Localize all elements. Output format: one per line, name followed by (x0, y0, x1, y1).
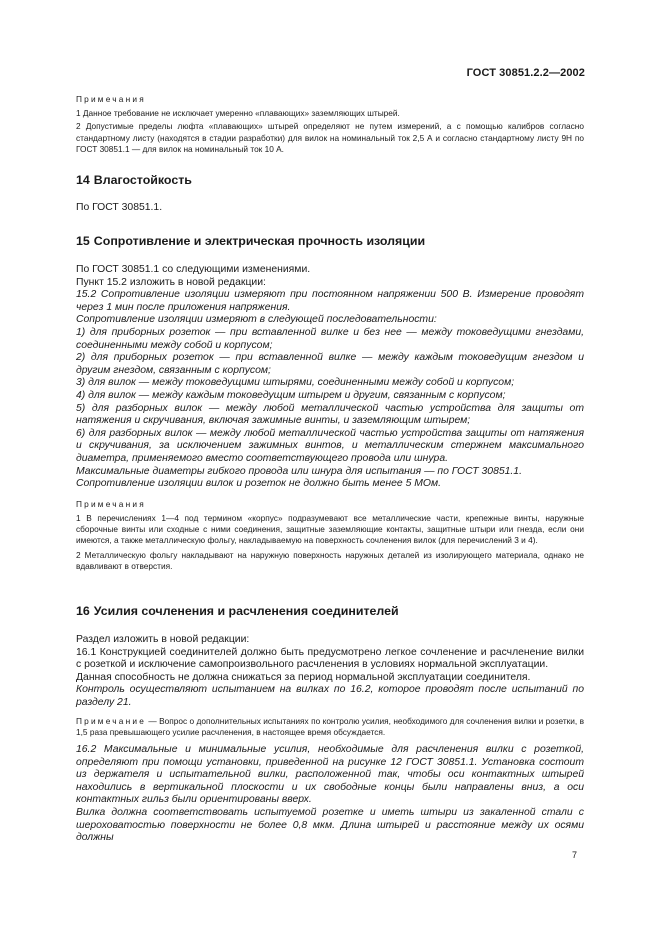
section-title: Сопротивление и электрическая прочность изоляции (93, 234, 426, 248)
note-item: 2 Допустимые пределы люфта «плавающих» штырей определяют не путем измерений, а с помощью калибров согласно стандартному листу (находятся в стадии разработки) для вилок на номинальный ток 2,5 А и согласно стандартному листу 9Н по ГОСТ 30851.1 — для вилок на номинальный ток 10 А. (76, 121, 584, 154)
section-number: 14 (76, 173, 90, 187)
clause-16-2: 16.2 Максимальные и минимальные усилия, необходимые для расчленения вилки с розеткой, определяют при помощи установки, приведенной на рисунке 12 ГОСТ 30851.1. Установка состоит из держателя и испытательной вилки, расположенной так, чтобы оси контактных штырей находились в вертикальной плоскости и их свободные концы были направлены вниз, а оси контактных гильз были ориентированы вверх. (76, 743, 584, 806)
paragraph: Данная способность не должна снижаться за период нормальной эксплуатации соединителя. (76, 671, 531, 683)
section-heading (76, 173, 584, 187)
list-item: 4) для вилок — между каждым токоведущим штырем и другим, связанным с корпусом; (76, 389, 506, 401)
section-number: 15 (76, 234, 90, 248)
section-16 (76, 604, 584, 845)
notes-top (76, 94, 584, 155)
section-15 (76, 234, 584, 572)
paragraph: Контроль осуществляют испытанием на вилках по 16.2, которое проводят после испытаний по разделу 21. (76, 684, 584, 708)
paragraph: Раздел изложить в новой редакции: (76, 634, 250, 645)
paragraph: Сопротивление изоляции измеряют в следующей последовательности: (76, 314, 437, 326)
paragraph: Сопротивление изоляции вилок и розеток не должно быть менее 5 МОм. (76, 478, 441, 490)
list-item: 1) для приборных розеток — при вставленной вилке и без нее — между токоведущими гнездами, соединенными между собой и корпусом; (76, 326, 584, 351)
section-title: Усилия сочленения и расчленения соединителей (93, 604, 399, 618)
notes-title: Примечания (76, 498, 146, 509)
note-text: — Вопрос о дополнительных испытаниях по контролю усилия, необходимого для сочленения вилки и розетки, в 1,5 раза превышающего усилие расчленения, в настоящее время обсуждается. (76, 715, 584, 737)
paragraph: По ГОСТ 30851.1. (76, 202, 163, 213)
section-heading (76, 604, 584, 618)
note-item: 2 Металлическую фольгу накладывают на наружную поверхность наружных деталей из изолирующего материала, однако не вдавливают в отверстия. (76, 549, 584, 571)
document-code: ГОСТ 30851.2.2—2002 (466, 67, 585, 79)
list-item: 3) для вилок — между токоведущими штырями, соединенными между собой и корпусом; (76, 377, 515, 389)
paragraph: По ГОСТ 30851.1 со следующими изменениями. (76, 264, 311, 275)
note-item: 1 В перечислениях 1—4 под термином «корпус» подразумевают все металлические части, крепежные винты, наружные сборочные винты или сходные с ними соединения, защитные заземляющие контакты, защитные штыри или гнезда, если они имеются, а также металлическую фольгу, накладываемую на поверхность сочленения вилок (для перечислений 3 и 4). (76, 512, 584, 546)
section-title: Влагостойкость (93, 173, 192, 187)
list-item: 5) для разборных вилок — между любой металлической частью устройства для защиты от натяжения и скручивания, включая зажимные винты, и заземляющим штырем; (76, 402, 584, 427)
paragraph: Пункт 15.2 изложить в новой редакции: (76, 276, 266, 288)
page-number: 7 (571, 850, 577, 860)
list-item: 6) для разборных вилок — между любой металлической частью устройства защиты от натяжения и скручивания, за исключением зажимных винтов, и металлическим стержнем максимального диаметра, применяемого вместо соответствующего провода или шнура. (76, 427, 584, 464)
paragraph: Вилка должна соответствовать испытуемой розетке и иметь штыри из закаленной стали с шероховатостью поверхности не более 0,8 мкм. Длина штырей и расстояние между их осями должны (76, 806, 584, 844)
notes-15 (76, 499, 584, 572)
clause-15-2: 15.2 Сопротивление изоляции измеряют при постоянном напряжении 500 В. Измерение проводят через 1 мин после приложения напряжения. (76, 289, 584, 313)
note-label: Примечание (76, 715, 147, 726)
clause-16-1: 16.1 Конструкцией соединителей должно быть предусмотрено легкое сочленение и расчленение вилки с розеткой и исключение самопроизвольного расчленения в условиях нормальной эксплуатации. (76, 646, 584, 671)
paragraph: Максимальные диаметры гибкого провода или шнура для испытания — по ГОСТ 30851.1. (76, 465, 522, 477)
list-item: 2) для приборных розеток — при вставленной вилке — между каждым токоведущим гнездом и другим гнездом, связанным с корпусом; (76, 352, 584, 376)
note (76, 716, 584, 738)
section-number: 16 (76, 604, 90, 618)
section-heading (76, 234, 584, 248)
section-14 (76, 173, 584, 215)
notes-title: Примечания (76, 94, 146, 104)
note-item: 1 Данное требование не исключает умеренно «плавающих» заземляющих штырей. (76, 108, 400, 119)
